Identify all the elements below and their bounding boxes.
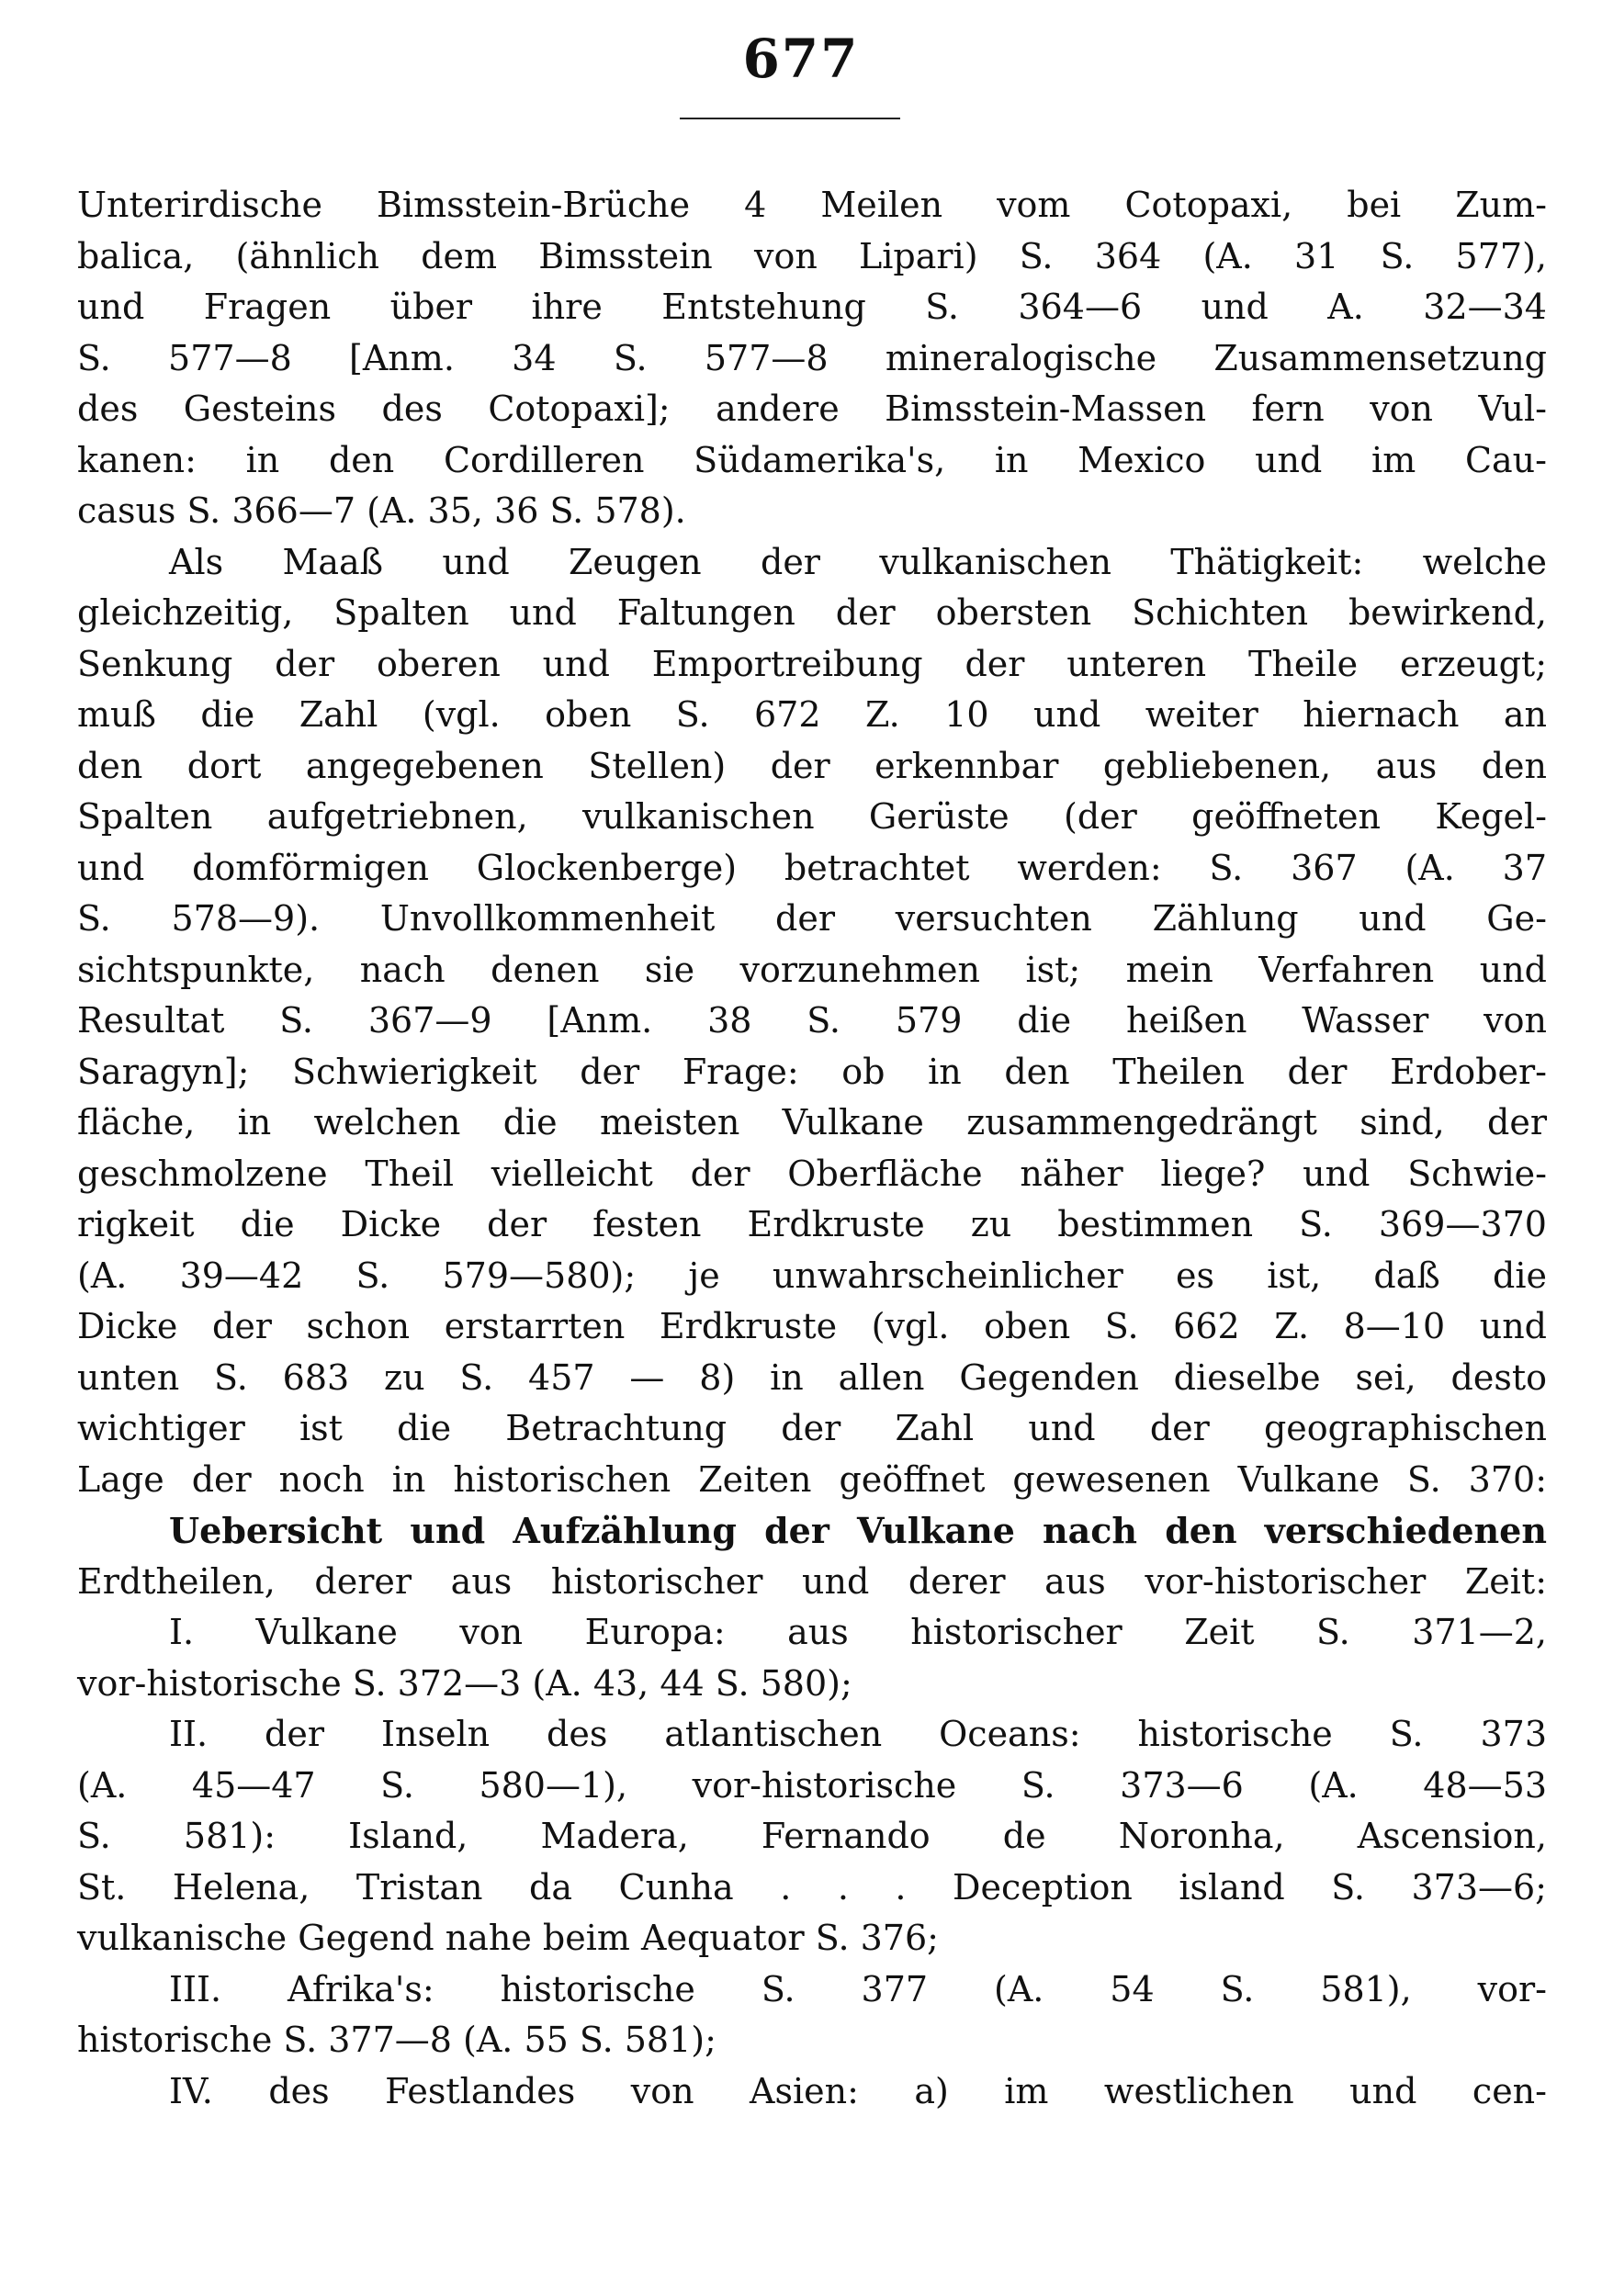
page-number: 677 <box>742 28 860 90</box>
text-line: Lage der noch in historischen Zeiten geöffnet gewesenen Vulkane S. 370: <box>77 1458 1547 1500</box>
text-line: I. Vulkane von Europa: aus historischer Zeit S. 371—2, <box>169 1612 1547 1652</box>
text-line: vor-historische S. 372—3 (A. 43, 44 S. 580); <box>77 1662 852 1704</box>
section-heading-line: Uebersicht und Aufzählung der Vulkane nach den verschiedenen <box>169 1510 1547 1551</box>
text-line: muß die Zahl (vgl. oben S. 672 Z. 10 und weiter hiernach an <box>77 694 1547 735</box>
text-line: und domförmigen Glockenberge) betrachtet werden: S. 367 (A. 37 <box>77 847 1547 888</box>
text-line: II. der Inseln des atlantischen Oceans: historische S. 373 <box>169 1714 1547 1754</box>
text-line: Resultat S. 367—9 [Anm. 38 S. 579 die heißen Wasser von <box>77 1000 1547 1041</box>
text-line: den dort angegebenen Stellen) der erkennbar gebliebenen, aus den <box>77 745 1547 786</box>
text-line: gleichzeitig, Spalten und Faltungen der obersten Schichten bewirkend, <box>77 592 1547 633</box>
text-line: S. 581): Island, Madera, Fernando de Noronha, Ascension, <box>77 1816 1547 1856</box>
text-line: IV. des Festlandes von Asien: a) im westlichen und cen- <box>169 2070 1547 2111</box>
text-line: und Fragen über ihre Entstehung S. 364—6 und A. 32—34 <box>77 287 1547 327</box>
text-line: unten S. 683 zu S. 457 — 8) in allen Gegenden dieselbe sei, desto <box>77 1356 1547 1398</box>
text-line: wichtiger ist die Betrachtung der Zahl und der geographischen <box>77 1408 1547 1448</box>
text-line: balica, (ähnlich dem Bimsstein von Lipari) S. 364 (A. 31 S. 577), <box>77 235 1547 276</box>
text-line: historische S. 377—8 (A. 55 S. 581); <box>77 2020 716 2060</box>
text-line: Spalten aufgetriebnen, vulkanischen Gerüste (der geöffneten Kegel- <box>77 796 1547 837</box>
text-line: casus S. 366—7 (A. 35, 36 S. 578). <box>77 490 686 531</box>
body-text <box>77 180 1547 2117</box>
text-line: S. 578—9). Unvollkommenheit der versuchten Zählung und Ge- <box>77 898 1547 939</box>
text-line: kanen: in den Cordilleren Südamerika's, in Mexico und im Cau- <box>77 439 1547 480</box>
text-line: Dicke der schon erstarrten Erdkruste (vgl. oben S. 662 Z. 8—10 und <box>77 1306 1547 1346</box>
text-line: III. Afrika's: historische S. 377 (A. 54 S. 581), vor- <box>169 1968 1547 2009</box>
text-line: vulkanische Gegend nahe beim Aequator S. 376; <box>77 1918 939 1958</box>
text-line: fläche, in welchen die meisten Vulkane zusammengedrängt sind, der <box>77 1102 1547 1142</box>
text-line: sichtspunkte, nach denen sie vorzunehmen ist; mein Verfahren und <box>77 949 1547 990</box>
text-line: Senkung der oberen und Emportreibung der unteren Theile erzeugt; <box>77 643 1547 684</box>
text-line: Als Maaß und Zeugen der vulkanischen Thätigkeit: welche <box>169 541 1547 582</box>
text-line: (A. 39—42 S. 579—580); je unwahrscheinlicher es ist, daß die <box>77 1255 1547 1296</box>
text-line: Erdtheilen, derer aus historischer und derer aus vor-historischer Zeit: <box>77 1560 1547 1602</box>
text-line: Unterirdische Bimsstein-Brüche 4 Meilen vom Cotopaxi, bei Zum- <box>77 185 1547 225</box>
header-rule <box>680 118 900 119</box>
text-line: geschmolzene Theil vielleicht der Oberfläche näher liege? und Schwie- <box>77 1153 1547 1194</box>
text-line: des Gesteins des Cotopaxi]; andere Bimsstein-Massen fern von Vul- <box>77 388 1547 429</box>
text-line: (A. 45—47 S. 580—1), vor-historische S. 373—6 (A. 48—53 <box>77 1764 1547 1806</box>
text-line: Saragyn]; Schwierigkeit der Frage: ob in den Theilen der Erdober- <box>77 1051 1547 1092</box>
text-line: St. Helena, Tristan da Cunha . . . Deception island S. 373—6; <box>77 1866 1547 1908</box>
text-line: rigkeit die Dicke der festen Erdkruste zu bestimmen S. 369—370 <box>77 1204 1547 1244</box>
text-line: S. 577—8 [Anm. 34 S. 577—8 mineralogische Zusammensetzung <box>77 337 1547 378</box>
